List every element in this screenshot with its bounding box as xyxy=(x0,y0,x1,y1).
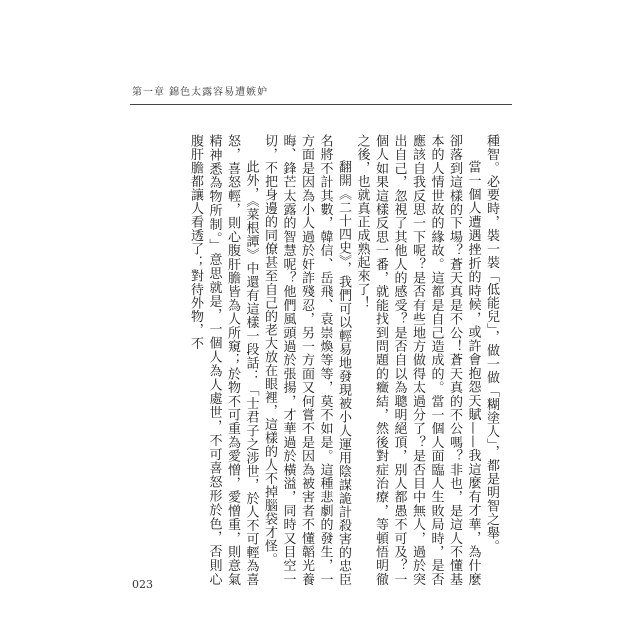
paragraph-3: 翻開《二十四史》，我們可以輕易地發現被小人運用陰謀詭計殺害的忠臣名將不計其數，韓信、岳飛、袁崇煥等等，莫不如是。這種悲劇的發生，一方面是因為小人過於奸詐殘忍，另一方面又何嘗不是因為被害者不懂韜光養晦、鋒芒太露的智慧呢？他們風頭過於張揚，才華過於橫溢，同時又目空一切，不把身邊的同僚甚至自己的老大放在眼裡，這樣的人不掉腦袋才怪。 xyxy=(262,134,351,586)
header-rule xyxy=(130,104,512,105)
body-text xyxy=(138,134,500,586)
running-header: 第一章 錦色太露容易遭嫉妒 xyxy=(132,87,269,98)
paragraph-4: 此外，《菜根譚》中還有這樣一段話：「士君子之涉世，於人不可輕為喜怒，喜怒輕，則心腹肝膽皆為人所窺；於物不可重為愛憎，愛憎重，則意氣精神悉為物所制。」意思就是，一個人為人處世，不可喜怒形於色，否則心腹肝膽都讓人看透了；對待外物，不 xyxy=(188,134,259,586)
page-number: 023 xyxy=(132,578,153,591)
paragraph-2: 當一個人遭遇挫折的時候，或許會抱怨天賦——我這麼有才華，為什麼卻落到這樣的下場？蒼天真是不公！蒼天真的不公嗎？非也，是這人不懂基本的人情世故的緣故。這都是自己造成的。當一個人面臨人生敗局時，是否應該自我反思一下呢？是否有些地方做得太過分了？是否目中無人，過於突出自己，忽視了其他人的感受？是否自以為聰明絕頂，別人都愚不可及？一個人如果這樣反思一番，就能找到問題的癥結，然後對症治療，等頓悟明徹之後，也就真正成熟起來了！ xyxy=(354,134,481,586)
paragraph-1: 種智。必要時，裝一裝「低能兒」，做一做「糊塗人」，都是明智之舉。 xyxy=(484,134,499,553)
